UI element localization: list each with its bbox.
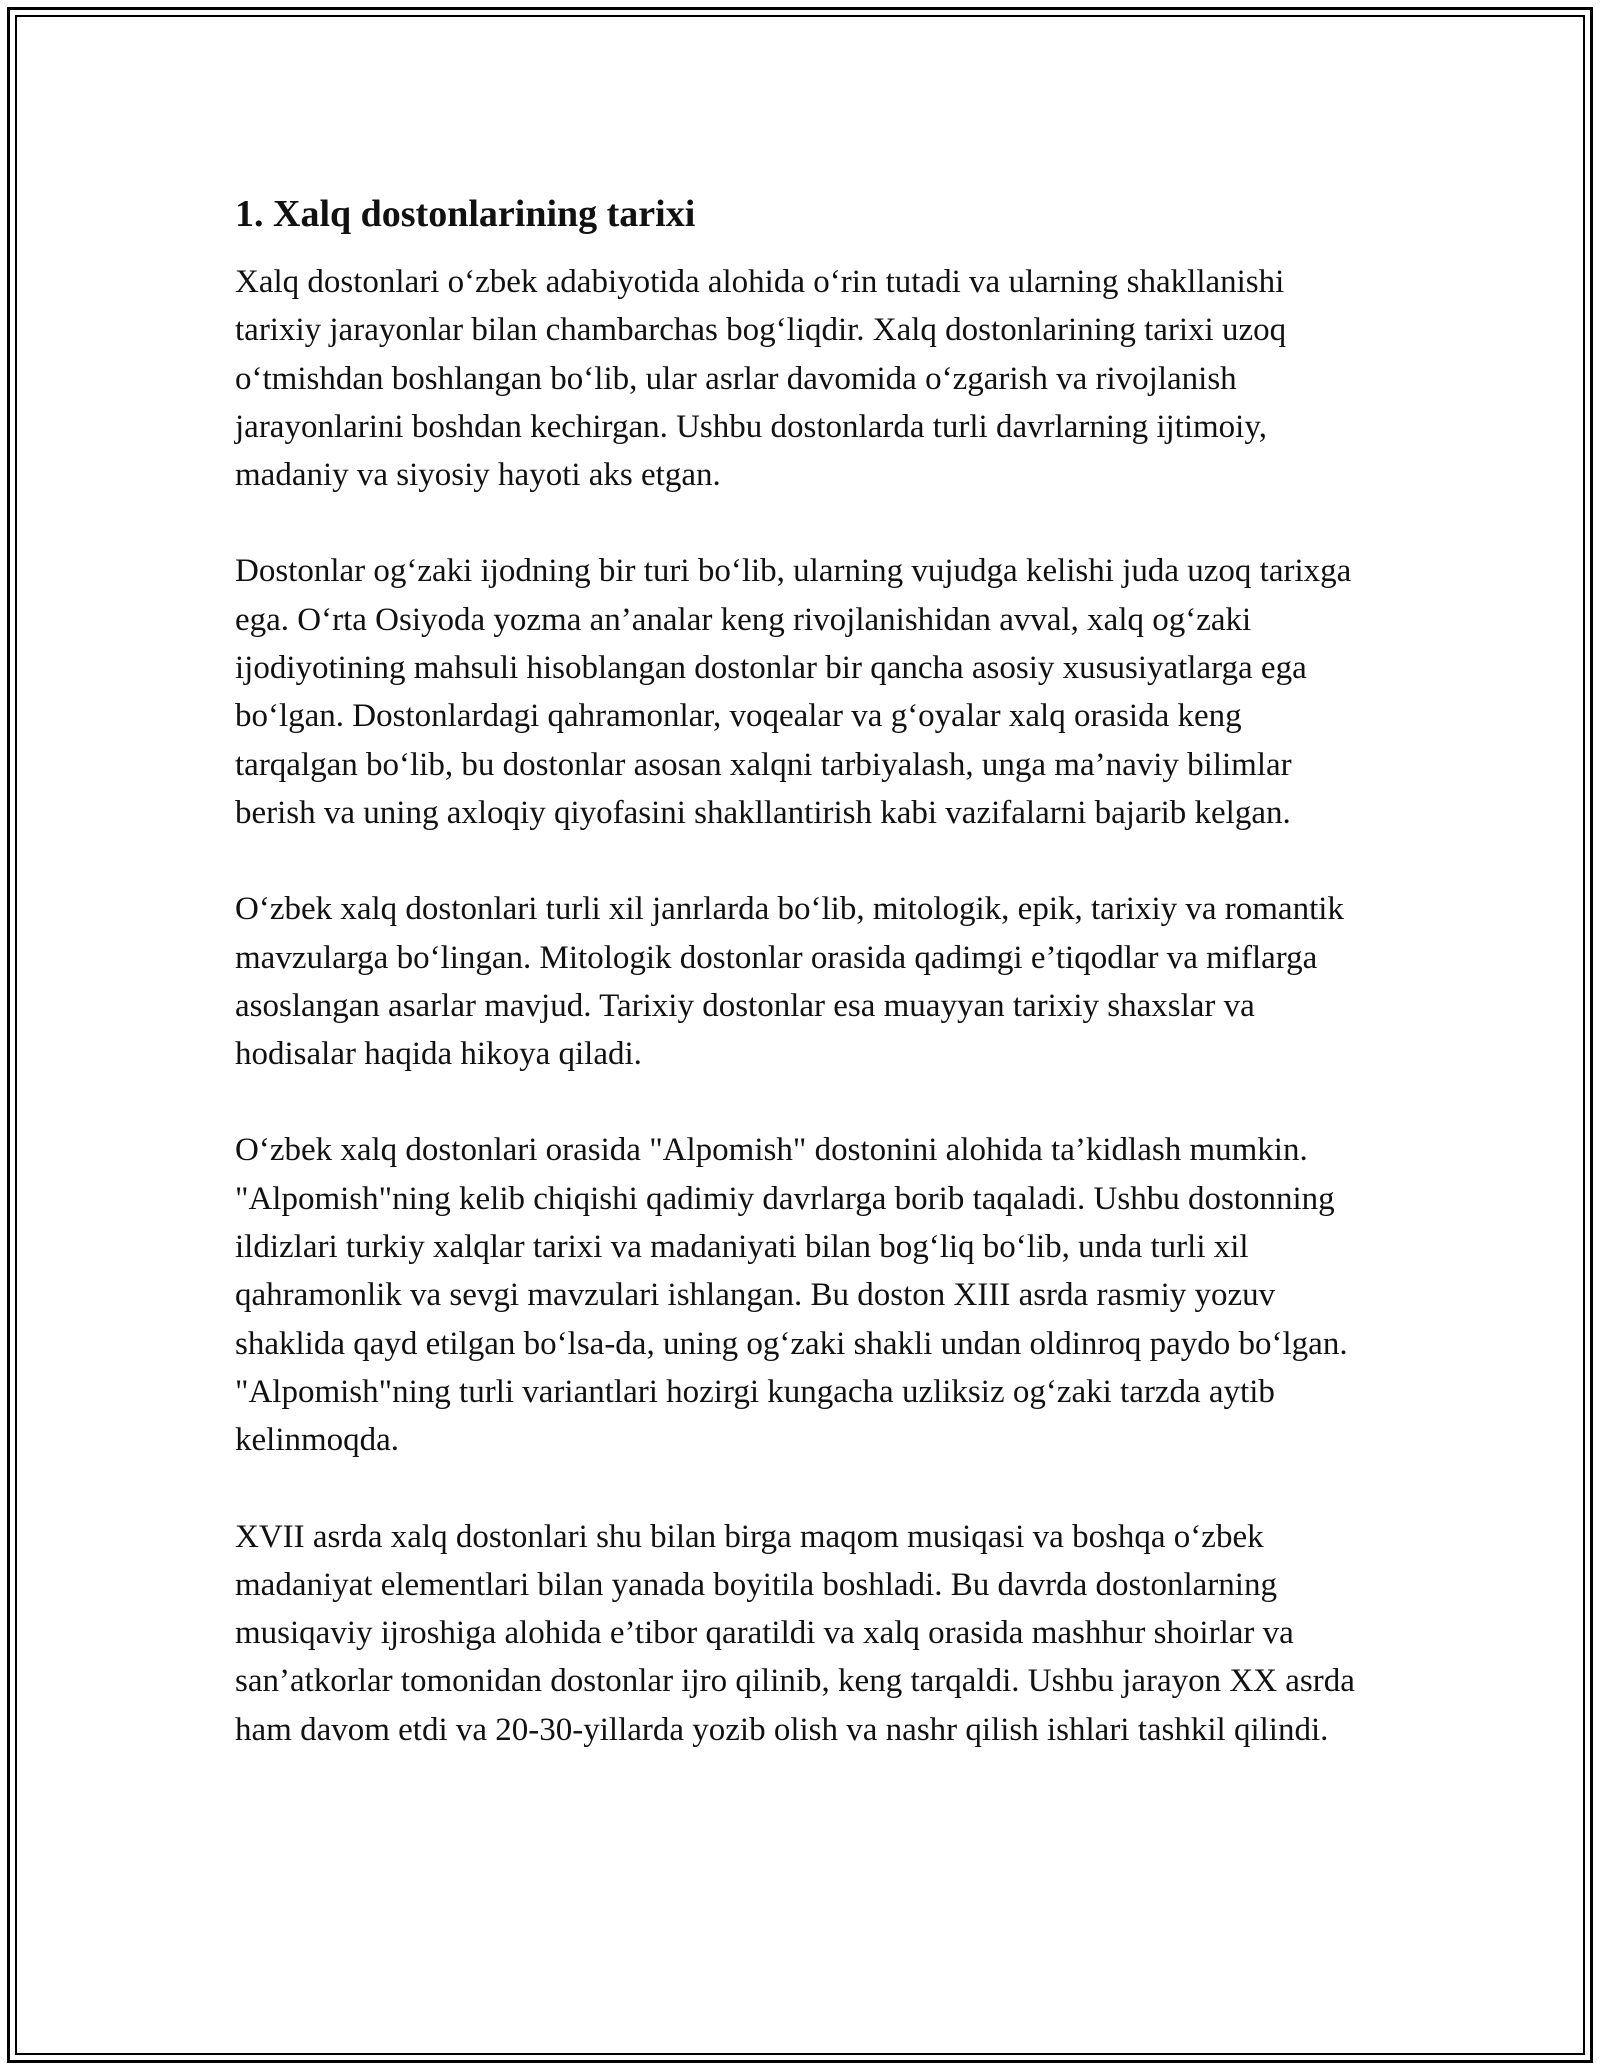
paragraph-4: O‘zbek xalq dostonlari orasida "Alpomish" dostonini alohida ta’kidlash mumkin. "Alpomish"ning kelib chiqishi qadimiy davrlarga borib taqaladi. Ushbu dostonning ildizlari turkiy xalqlar tarixi va madaniyati bilan bog‘liq bo‘lib, unda turli xil qahramonlik va sevgi mavzulari ishlangan. Bu doston XIII asrda rasmiy yozuv shaklida qayd etilgan bo‘lsa-da, uning og‘zaki shakli undan oldinroq paydo bo‘lgan. "Alpomish"ning turli variantlari hozirgi kungacha uzliksiz og‘zaki tarzda aytib kelinmoqda. <box>235 1132 1348 1459</box>
paragraph-5: XVII asrda xalq dostonlari shu bilan birga maqom musiqasi va boshqa o‘zbek madaniyat elementlari bilan yanada boyitila boshladi. Bu davrda dostonlarning musiqaviy ijroshiga alohida e’tibor qaratildi va xalq orasida mashhur shoirlar va san’atkorlar tomonidan dostonlar ijro qilinib, keng tarqaldi. Ushbu jarayon XX asrda ham davom etdi va 20-30-yillarda yozib olish va nashr qilish ishlari tashkil qilindi. <box>235 1518 1355 1748</box>
document-body <box>235 190 1365 1802</box>
paragraph-1: Xalq dostonlari o‘zbek adabiyotida alohida o‘rin tutadi va ularning shakllanishi tarixiy jarayonlar bilan chambarchas bog‘liqdir. Xalq dostonlarining tarixi uzoq o‘tmishdan boshlangan bo‘lib, ular asrlar davomida o‘zgarish va rivojlanish jarayonlarini boshdan kechirgan. Ushbu dostonlarda turli davrlarning ijtimoiy, madaniy va siyosiy hayoti aks etgan. <box>235 264 1287 494</box>
section-heading: 1. Xalq dostonlarining tarixi <box>235 193 696 235</box>
paragraph-3: O‘zbek xalq dostonlari turli xil janrlarda bo‘lib, mitologik, epik, tarixiy va romantik mavzularga bo‘lingan. Mitologik dostonlar orasida qadimgi e’tiqodlar va miflarga asoslangan asarlar mavjud. Tarixiy dostonlar esa muayyan tarixiy shaxslar va hodisalar haqida hikoya qiladi. <box>235 891 1344 1073</box>
paragraph-2: Dostonlar og‘zaki ijodning bir turi bo‘lib, ularning vujudga kelishi juda uzoq tarixga ega. O‘rta Osiyoda yozma an’analar keng rivojlanishidan avval, xalq og‘zaki ijodiyotining mahsuli hisoblangan dostonlar bir qancha asosiy xususiyatlarga ega bo‘lgan. Dostonlardagi qahramonlar, voqealar va g‘oyalar xalq orasida keng tarqalgan bo‘lib, bu dostonlar asosan xalqni tarbiyalash, unga ma’naviy bilimlar berish va uning axloqiy qiyofasini shakllantirish kabi vazifalarni bajarib kelgan. <box>235 553 1352 831</box>
